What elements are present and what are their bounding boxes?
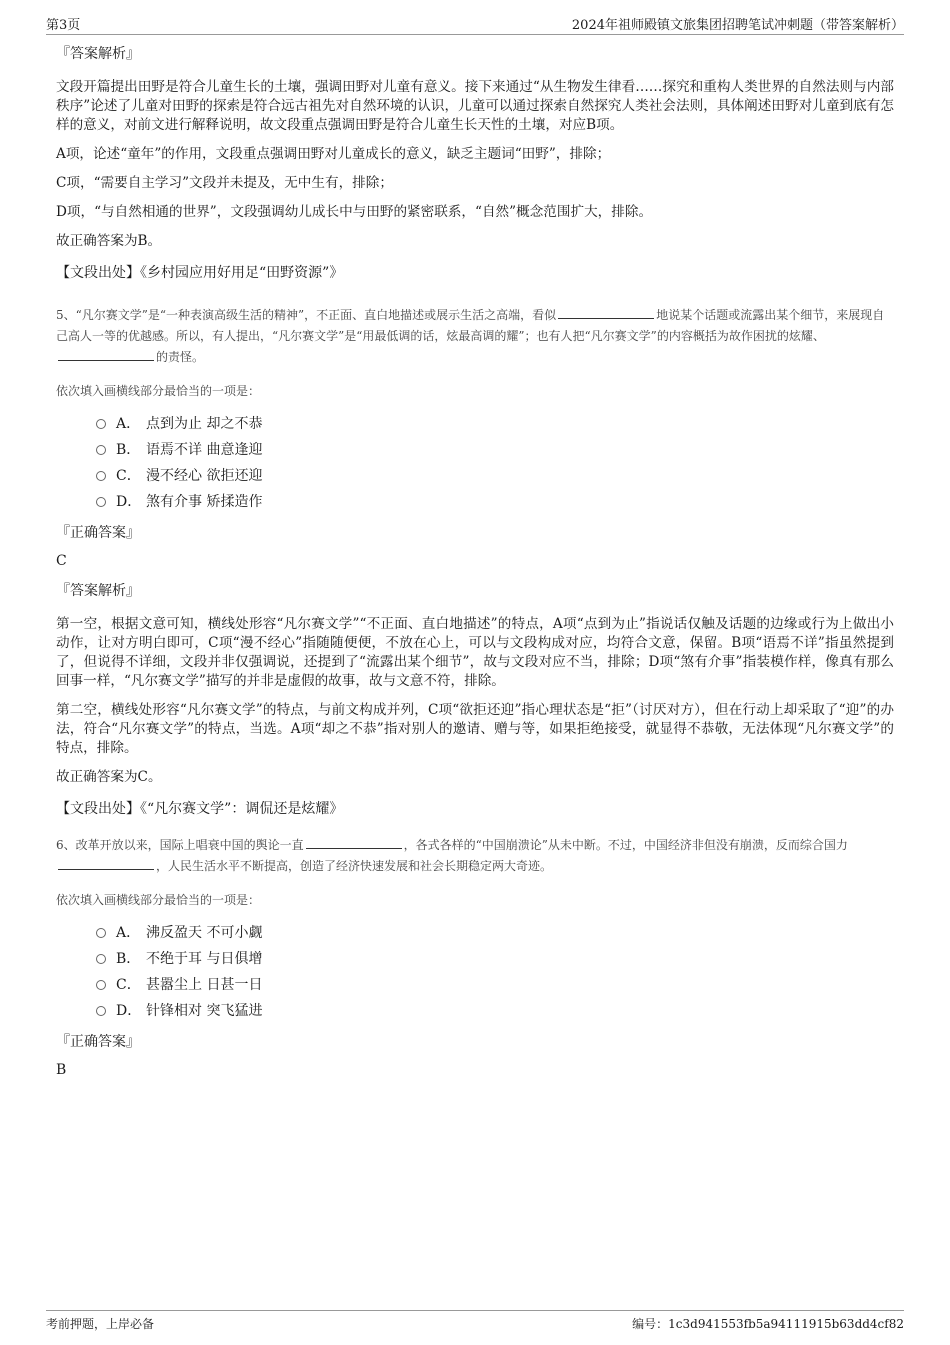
document-id: 编号：1c3d941553fb5a94111915b63dd4cf82	[632, 1317, 904, 1331]
analysis-tag: 『答案解析』	[56, 583, 140, 599]
option-d[interactable]: D． 煞有介事 矫揉造作	[96, 489, 894, 515]
option-b[interactable]: B． 语焉不详 曲意逢迎	[96, 437, 894, 463]
page-footer	[46, 1310, 904, 1331]
question-stem: 5、“凡尔赛文学”是“一种表演高级生活的精神”，不正面、直白地描述或展示生活之高端，看似 地说某个话题或流露出某个细节，来展现自己高人一等的优越感。所以，有人提出，“凡尔赛文学”是“用最低调的话，炫最高调的耀”；也有人把“凡尔赛文学”的内容概括为故作困扰的炫耀、的责怪。	[56, 308, 885, 364]
option-c[interactable]: C． 漫不经心 欲拒还迎	[96, 463, 894, 489]
option-b[interactable]: B． 不绝于耳 与日俱增	[96, 946, 894, 972]
fill-blank	[558, 306, 654, 319]
analysis-conclusion: 故正确答案为B。	[56, 233, 162, 249]
analysis-tag: 『答案解析』	[56, 46, 140, 62]
radio-icon[interactable]	[96, 928, 106, 938]
page-content	[56, 44, 894, 1090]
fill-blank	[58, 857, 154, 870]
fill-blank	[306, 836, 402, 849]
analysis-option-a: A项，论述“童年”的作用，文段重点强调田野对儿童成长的意义，缺乏主题词“田野”，排除；	[56, 146, 611, 162]
radio-icon[interactable]	[96, 471, 106, 481]
answer-tag: 『正确答案』	[56, 525, 140, 541]
block-q4-analysis	[56, 44, 894, 283]
document-title: 2024年祖师殿镇文旅集团招聘笔试冲刺题（带答案解析）	[571, 18, 904, 33]
question-stem: 6、改革开放以来，国际上唱衰中国的舆论一直 ，各式各样的“中国崩溃论”从未中断。不过，中国经济非但没有崩溃，反而综合国力，人民生活水平不断提高，创造了经济快速发展和社会长期稳定两大奇迹。	[56, 838, 848, 873]
answer-tag: 『正确答案』	[56, 1034, 140, 1050]
option-list	[96, 920, 894, 1024]
radio-icon[interactable]	[96, 980, 106, 990]
passage-source: 【文段出处】《乡村园应用好用足“田野资源”》	[56, 265, 344, 281]
question-6	[56, 835, 894, 1078]
analysis-conclusion: 故正确答案为C。	[56, 769, 162, 785]
option-c[interactable]: C． 甚嚣尘上 日甚一日	[96, 972, 894, 998]
page-header	[46, 14, 904, 35]
radio-icon[interactable]	[96, 1006, 106, 1016]
question-5	[56, 305, 894, 819]
option-a[interactable]: A． 点到为止 却之不恭	[96, 411, 894, 437]
question-instruction: 依次填入画横线部分最恰当的一项是：	[56, 384, 261, 398]
answer-value: C	[56, 553, 67, 569]
analysis-option-d: D项，“与自然相通的世界”，文段强调幼儿成长中与田野的紧密联系，“自然”概念范围扩大，排除。	[56, 204, 653, 220]
analysis-paragraph: 第一空，根据文意可知，横线处形容“凡尔赛文学”“不正面、直白地描述”的特点，A项“点到为止”指说话仅触及话题的边缘或行为上做出小动作，让对方明白即可，C项“漫不经心”指随随便便，不放在心上，可以与文段构成对应，均符合文意，保留。B项“语焉不详”指虽然提到了，但说得不详细，文段并非仅强调说，还提到了“流露出某个细节”，故与文段对应不当，排除；D项“煞有介事”指装模作样，像真有那么回事一样，“凡尔赛文学”描写的并非是虚假的故事，故与文意不符，排除。	[56, 616, 894, 689]
radio-icon[interactable]	[96, 419, 106, 429]
option-list	[96, 411, 894, 515]
radio-icon[interactable]	[96, 445, 106, 455]
fill-blank	[58, 348, 154, 361]
option-d[interactable]: D． 针锋相对 突飞猛进	[96, 998, 894, 1024]
passage-source: 【文段出处】《“凡尔赛文学”：调侃还是炫耀》	[56, 801, 344, 817]
page-number: 第3页	[46, 18, 81, 33]
option-a[interactable]: A． 沸反盈天 不可小觑	[96, 920, 894, 946]
footer-slogan: 考前押题，上岸必备	[46, 1317, 155, 1331]
analysis-paragraph: 第二空，横线处形容“凡尔赛文学”的特点，与前文构成并列，C项“欲拒还迎”指心理状态是“拒”（讨厌对方），但在行动上却采取了“迎”的办法，符合“凡尔赛文学”的特点，当选。A项“却之不恭”指对别人的邀请、赠与等，如果拒绝接受，就显得不恭敬，无法体现“凡尔赛文学”的特点，排除。	[56, 702, 894, 756]
radio-icon[interactable]	[96, 954, 106, 964]
analysis-option-c: C项，“需要自主学习”文段并未提及，无中生有，排除；	[56, 175, 393, 191]
analysis-paragraph: 文段开篇提出田野是符合儿童生长的土壤，强调田野对儿童有意义。接下来通过“从生物发生律看……探究和重构人类世界的自然法则与内部秩序”论述了儿童对田野的探索是符合远古祖先对自然环境的认识，儿童可以通过探索自然探究人类社会法则，具体阐述田野对儿童到底有怎样的意义，对前文进行解释说明，故文段重点强调田野是符合儿童生长天性的土壤，对应B项。	[56, 79, 894, 133]
radio-icon[interactable]	[96, 497, 106, 507]
question-instruction: 依次填入画横线部分最恰当的一项是：	[56, 893, 261, 907]
answer-value: B	[56, 1062, 67, 1078]
